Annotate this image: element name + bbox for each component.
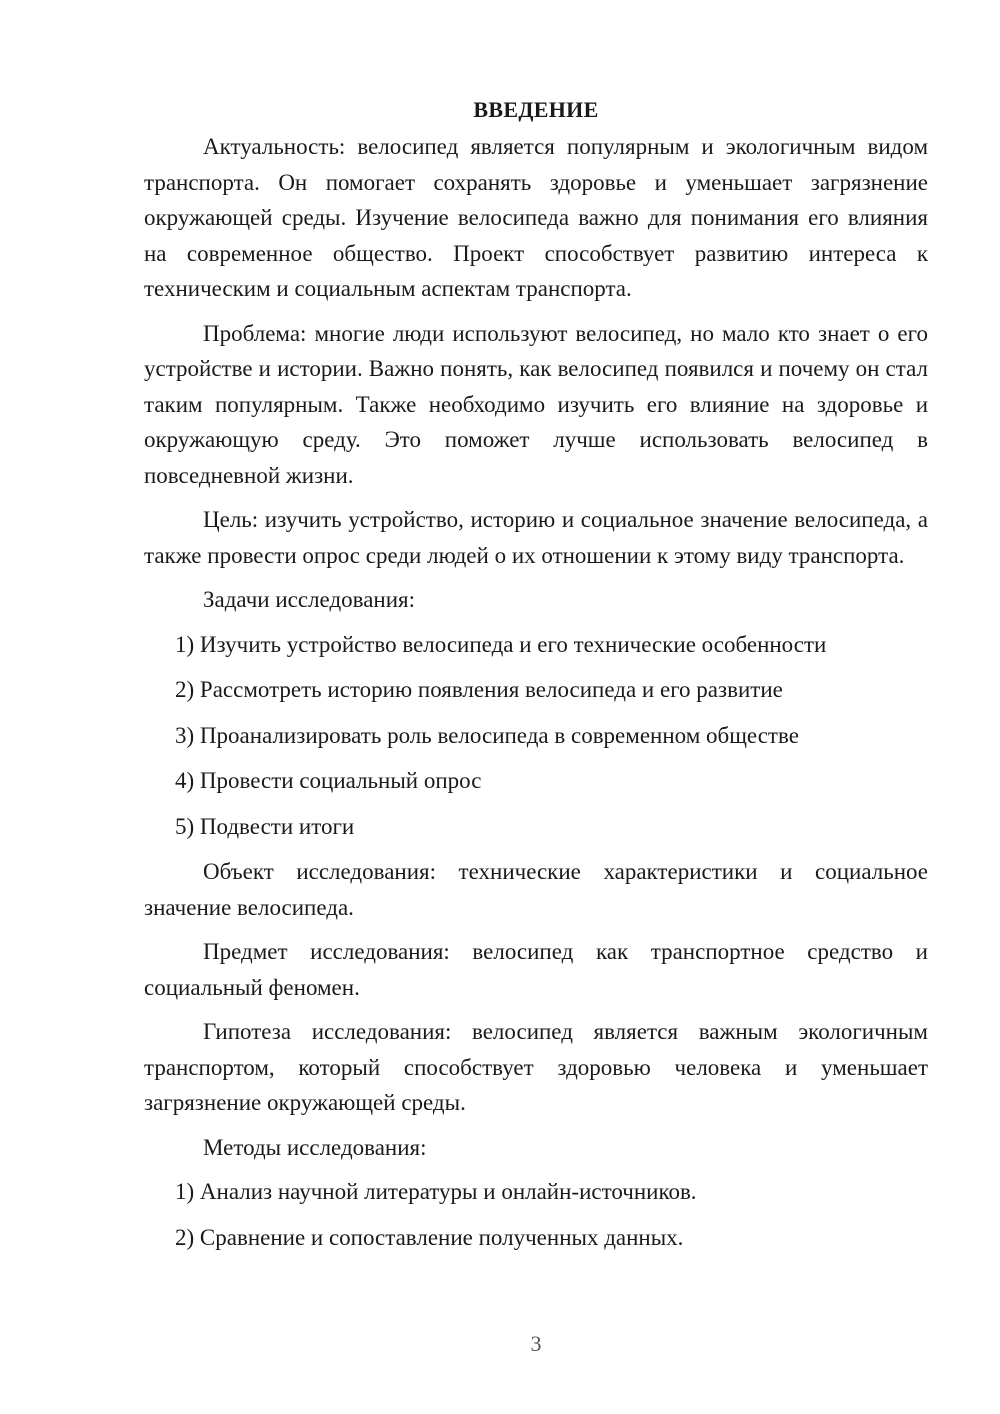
list-item: 4) Провести социальный опрос	[175, 768, 482, 793]
list-item: 1) Анализ научной литературы и онлайн-источников.	[175, 1179, 697, 1204]
problem-paragraph: Проблема: многие люди используют велосипед, но мало кто знает о его устройстве и истории. Важно понять, как велосипед появился и почему он стал таким популярным. Также необходимо изучить его влияние на здоровье и окружающую среду. Это поможет лучше использовать велосипед в повседневной жизни.	[144, 320, 928, 488]
tasks-heading: Задачи исследования:	[203, 587, 416, 612]
methods-list	[144, 1174, 928, 1255]
subject-paragraph: Предмет исследования: велосипед как транспортное средство и социальный феномен.	[144, 939, 928, 1000]
relevance-paragraph: Актуальность: велосипед является популярным и экологичным видом транспорта. Он помогает сохранять здоровье и уменьшает загрязнение окружающей среды. Изучение велосипеда важно для понимания его влияния на современное общество. Проект способствует развитию интереса к техническим и социальным аспектам транспорта.	[144, 134, 928, 301]
tasks-list	[144, 627, 928, 845]
goal-paragraph: Цель: изучить устройство, историю и социальное значение велосипеда, а также провести опрос среди людей о их отношении к этому виду транспорта.	[144, 507, 928, 568]
list-item: 5) Подвести итоги	[175, 813, 355, 839]
page-title: ВВЕДЕНИЕ	[473, 97, 599, 122]
list-item: 1) Изучить устройство велосипеда и его технические особенности	[175, 631, 827, 657]
list-item: 2) Сравнение и сопоставление полученных данных.	[175, 1224, 684, 1250]
methods-heading: Методы исследования:	[203, 1134, 427, 1160]
list-item: 3) Проанализировать роль велосипеда в современном обществе	[175, 722, 799, 748]
object-paragraph: Объект исследования: технические характеристики и социальное значение велосипеда.	[144, 859, 928, 920]
hypothesis-paragraph: Гипотеза исследования: велосипед является важным экологичным транспортом, который способствует здоровью человека и уменьшает загрязнение окружающей среды.	[144, 1019, 928, 1115]
document-body	[144, 92, 928, 1265]
page-number: 3	[530, 1331, 542, 1356]
list-item: 2) Рассмотреть историю появления велосипеда и его развитие	[175, 677, 783, 702]
